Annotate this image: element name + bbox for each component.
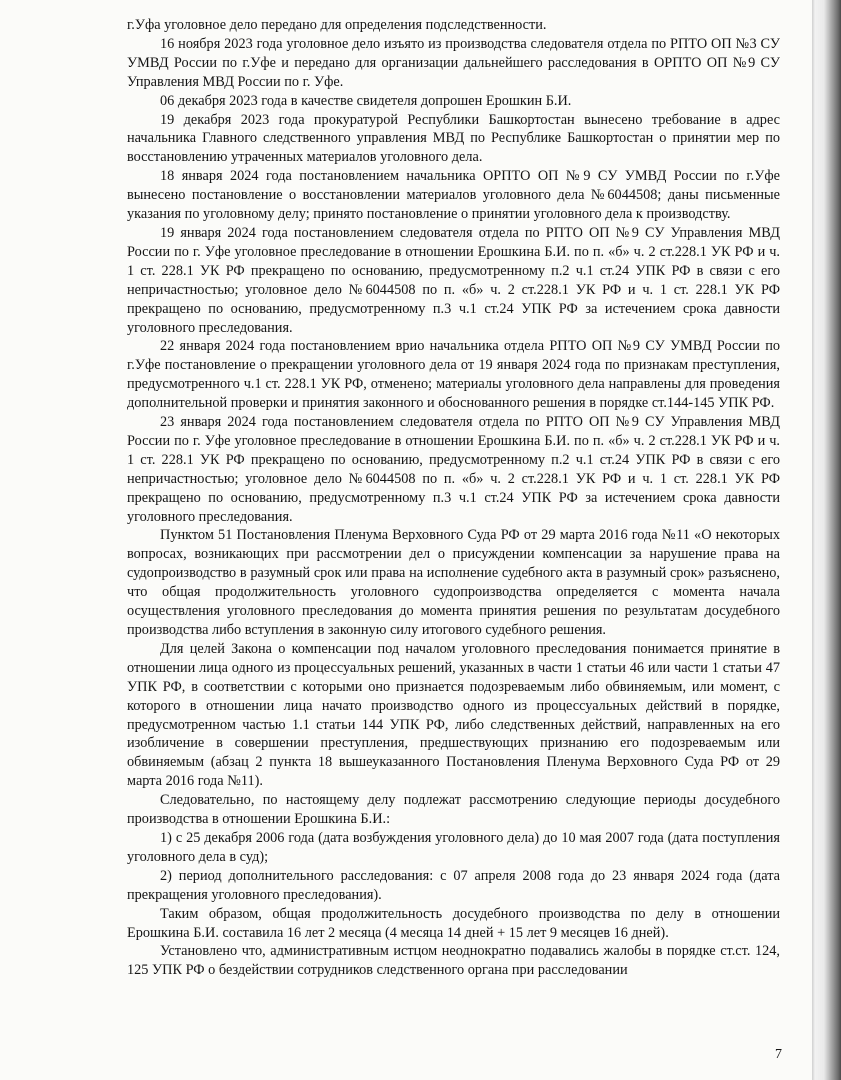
- paragraph: 16 ноября 2023 года уголовное дело изъято из производства следователя отдела по РПТО ОП №3 СУ УМВД России по г.Уфе и передано для организации дальнейшего расследования в ОРПТО ОП №9 СУ Управления МВД России по г. Уфе.: [127, 35, 780, 90]
- page-number: 7: [775, 1047, 782, 1062]
- paragraph: Установлено что, административным истцом неоднократно подавались жалобы в порядке ст.ст. 124, 125 УПК РФ о бездействии сотрудников следственного органа при расследовании: [127, 943, 780, 979]
- paragraph: Следовательно, по настоящему делу подлежат рассмотрению следующие периоды досудебного производства в отношении Ерошкина Б.И.:: [127, 792, 780, 828]
- paragraph: 2) период дополнительного расследования: с 07 апреля 2008 года до 23 января 2024 года (дата прекращения уголовного преследования).: [127, 867, 780, 903]
- paragraph: 19 декабря 2023 года прокуратурой Республики Башкортостан вынесено требование в адрес начальника Главного следственного управления МВД по Республике Башкортостан о принятии мер по восстановлению утраченных материалов уголовного дела.: [127, 111, 780, 166]
- paragraph: 18 января 2024 года постановлением начальника ОРПТО ОП №9 СУ УМВД России по г.Уфе вынесено постановление о восстановлении материалов уголовного дела №6044508; даны письменные указания по уголовному делу; принято постановление о принятии уголовного дела к производству.: [127, 168, 780, 223]
- paragraph: 23 января 2024 года постановлением следователя отдела по РПТО ОП №9 СУ Управления МВД России по г. Уфе уголовное преследование в отношении Ерошкина Б.И. по п. «б» ч. 2 ст.228.1 УК РФ и ч. 1 ст. 228.1 УК РФ прекращено по основанию, предусмотренному п.2 ч.1 ст.24 УПК РФ в связи с его непричастностью; уголовное дело №6044508 по п. «б» ч. 2 ст.228.1 УК РФ и ч. 1 ст. 228.1 УК РФ прекращено по основанию, предусмотренному п.3 ч.1 ст.24 УПК РФ за истечением срока давности уголовного преследования.: [127, 414, 780, 525]
- paragraph: Пунктом 51 Постановления Пленума Верховного Суда РФ от 29 марта 2016 года №11 «О некоторых вопросах, возникающих при рассмотрении дел о присуждении компенсации за нарушение права на судопроизводство в разумный срок или права на исполнение судебного акта в разумный срок» разъяснено, что общая продолжительность уголовного судопроизводства определяется с момента начала осуществления уголовного преследования до момента принятия решения по результатам досудебного производства либо вступления в законную силу итогового судебного решения.: [127, 527, 780, 638]
- paragraph: г.Уфа уголовное дело передано для определения подследственности.: [127, 17, 547, 33]
- paragraph: 1) с 25 декабря 2006 года (дата возбуждения уголовного дела) до 10 мая 2007 года (дата поступления уголовного дела в суд);: [127, 829, 780, 865]
- page-edge-shadow: [812, 0, 841, 1080]
- paragraph: Таким образом, общая продолжительность досудебного производства по делу в отношении Ерошкина Б.И. составила 16 лет 2 месяца (4 месяца 14 дней + 15 лет 9 месяцев 16 дней).: [127, 905, 780, 941]
- document-body: [127, 16, 780, 980]
- paragraph: Для целей Закона о компенсации под началом уголовного преследования понимается принятие в отношении лица одного из процессуальных решений, указанных в части 1 статьи 46 или части 1 статьи 47 УПК РФ, в соответствии с которыми оно признается подозреваемым либо обвиняемым, или момент, с которого в отношении лица начато производство одного из процессуальных действий в порядке, предусмотренном частью 1.1 статьи 144 УПК РФ, либо следственных действий, направленных на его изобличение в совершении преступления, предшествующих признанию его подозреваемым или обвиняемым (абзац 2 пункта 18 вышеуказанного Постановления Пленума Верховного Суда РФ от 29 марта 2016 года №11).: [127, 640, 780, 790]
- paragraph: 19 января 2024 года постановлением следователя отдела по РПТО ОП №9 СУ Управления МВД России по г. Уфе уголовное преследование в отношении Ерошкина Б.И. по п. «б» ч. 2 ст.228.1 УК РФ и ч. 1 ст. 228.1 УК РФ прекращено по основанию, предусмотренному п.2 ч.1 ст.24 УПК РФ в связи с его непричастностью; уголовное дело №6044508 по п. «б» ч. 2 ст.228.1 УК РФ и ч. 1 ст. 228.1 УК РФ прекращено по основанию, предусмотренному п.3 ч.1 ст.24 УПК РФ за истечением срока давности уголовного преследования.: [127, 224, 780, 336]
- paragraph: 22 января 2024 года постановлением врио начальника отдела РПТО ОП №9 СУ УМВД России по г.Уфе постановление о прекращении уголовного дела от 19 января 2024 года по признакам преступления, предусмотренного ч.1 ст. 228.1 УК РФ, отменено; материалы уголовного дела направлены для проведения дополнительной проверки и принятия законного и обоснованного решения в порядке ст.144-145 УПК РФ.: [127, 338, 780, 412]
- paragraph: 06 декабря 2023 года в качестве свидетеля допрошен Ерошкин Б.И.: [160, 92, 572, 109]
